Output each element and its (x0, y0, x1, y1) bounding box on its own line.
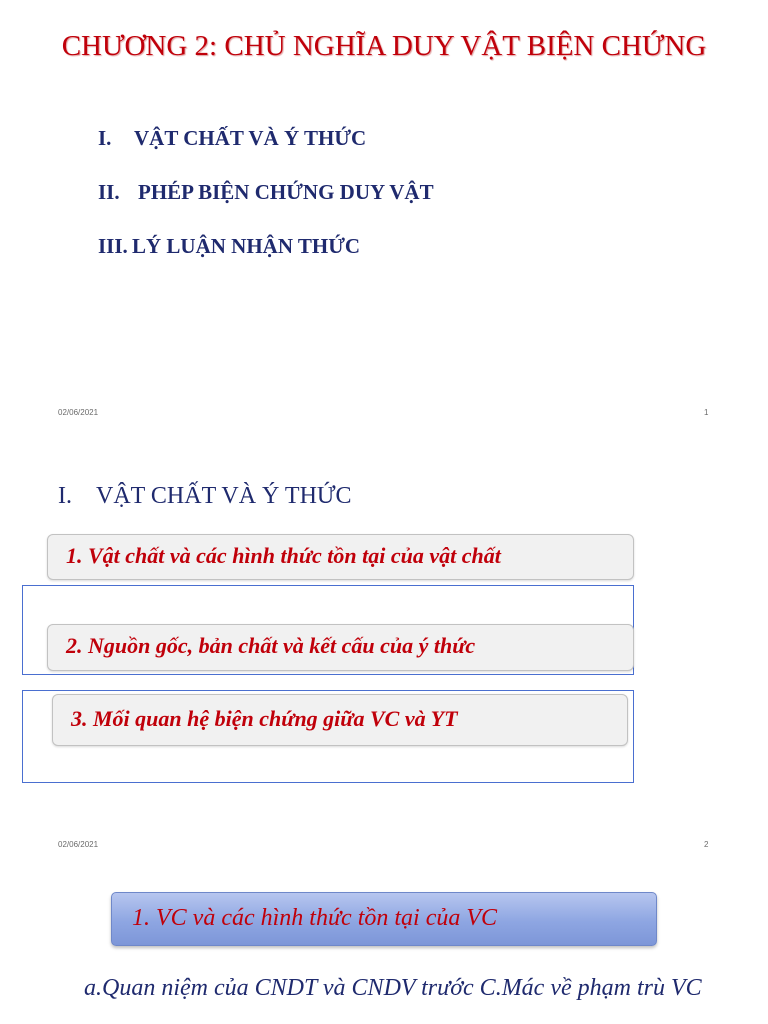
section-number: I. (58, 483, 72, 509)
topic-box-1[interactable] (47, 534, 634, 580)
toc-item-number: III. (98, 234, 128, 258)
slide-title (58, 483, 352, 510)
toc-item-number: I. (98, 126, 112, 150)
slide-date: 02/06/2021 (58, 840, 99, 849)
topic-box-label: 3. Mối quan hệ biện chứng giữa VC và YT (71, 706, 458, 731)
toc-item-2 (98, 180, 434, 205)
paragraph-label: a. (84, 975, 102, 1001)
section-heading: 1. VC và các hình thức tồn tại của VC (132, 905, 498, 931)
slide-date: 02/06/2021 (58, 408, 99, 417)
slide-number: 2 (704, 840, 709, 849)
slide-3 (0, 868, 768, 1024)
toc-item-number: II. (98, 180, 120, 204)
paragraph-text: Quan niệm của CNDT và CNDV trước C.Mác về phạm trù VC (102, 975, 702, 1001)
toc-item-1 (98, 126, 366, 151)
slide-2 (0, 440, 768, 858)
slide-number: 1 (704, 408, 709, 417)
slide-1 (0, 0, 768, 430)
slide-title: CHƯƠNG 2: CHỦ NGHĨA DUY VẬT BIỆN CHỨNG (61, 30, 707, 62)
toc-item-label: VẬT CHẤT VÀ Ý THỨC (134, 126, 367, 150)
toc-item-3 (98, 234, 360, 259)
section-heading-box[interactable] (111, 892, 657, 946)
section-title: VẬT CHẤT VÀ Ý THỨC (96, 483, 352, 509)
topic-box-label: 2. Nguồn gốc, bản chất và kết cấu của ý thức (66, 633, 476, 658)
toc-item-label: LÝ LUẬN NHẬN THỨC (132, 234, 361, 258)
paragraph (84, 970, 714, 1006)
topic-box-2[interactable] (47, 624, 634, 671)
topic-box-3[interactable] (52, 694, 628, 746)
toc-item-label: PHÉP BIỆN CHỨNG DUY VẬT (138, 180, 434, 204)
topic-box-label: 1. Vật chất và các hình thức tồn tại của vật chất (66, 543, 501, 568)
